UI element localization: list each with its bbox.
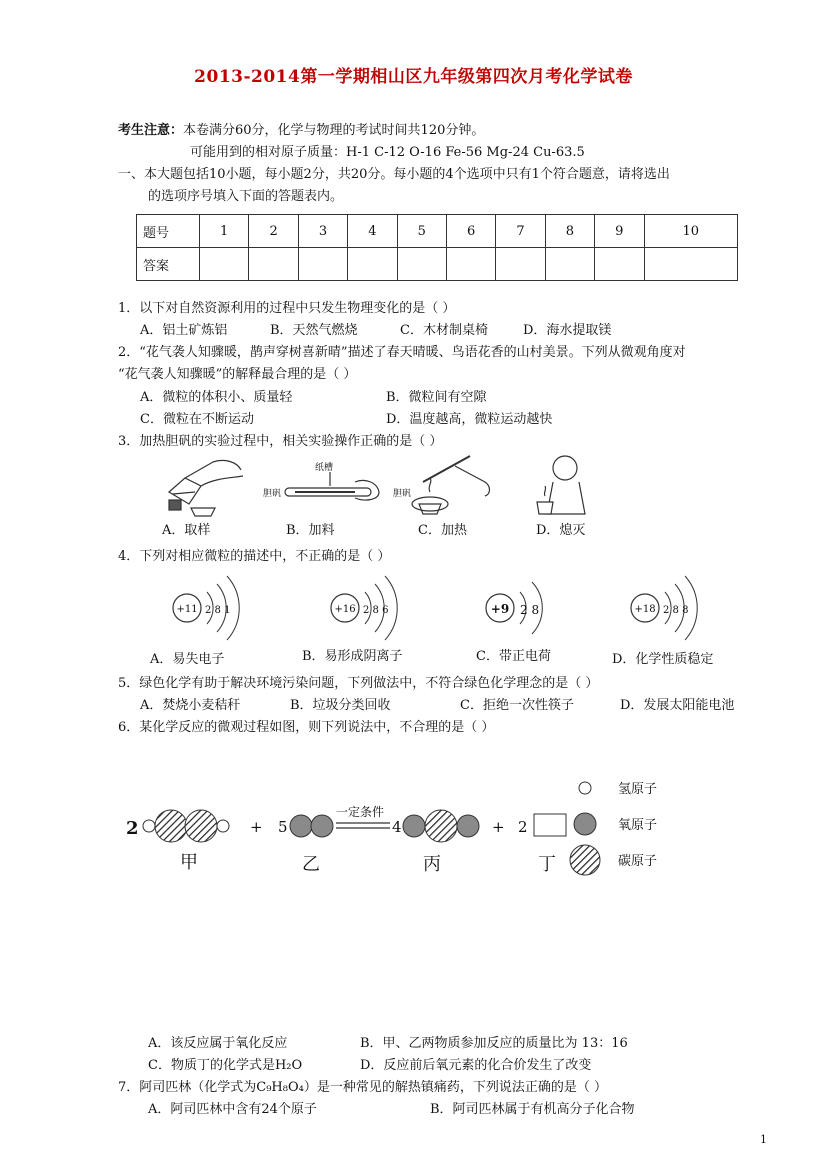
q5-stem: 5．绿色化学有助于解决环境污染问题，下列做法中，不符合绿色化学理念的是（ ） [118, 676, 599, 691]
molecule-jia [143, 810, 229, 842]
q1-option-d: D．海水提取镁 [523, 323, 612, 338]
page-number: 1 [760, 1133, 767, 1146]
atom-diagram-b [331, 576, 397, 640]
legend-h: 氢原子 [618, 782, 658, 797]
nucleus-label: +18 [634, 604, 656, 615]
table-row-header [137, 215, 738, 248]
answer-cell[interactable] [496, 248, 545, 281]
notice-line [118, 122, 484, 140]
q4-option-a: A．易失电子 [150, 652, 225, 667]
label-zhicao: 纸槽 [315, 463, 334, 473]
q3-apparatus-figure [155, 452, 775, 522]
table-number: 10 [644, 215, 737, 248]
q1-option-a: A．铝土矿炼铝 [140, 323, 228, 338]
answer-cell[interactable] [644, 248, 737, 281]
table-number: 8 [545, 215, 594, 248]
q2-stem-2: “花气袭人知骤暖”的解释最合理的是（ ） [118, 367, 357, 382]
answer-cell[interactable] [348, 248, 397, 281]
q4-option-c: C．带正电荷 [476, 649, 551, 664]
answer-cell[interactable] [595, 248, 644, 281]
q7-option-b: B．阿司匹林属于有机高分子化合物 [430, 1102, 635, 1117]
answer-cell[interactable] [200, 248, 249, 281]
q2-stem-1: 2．“花气袭人知骤暖，鹊声穿树喜新晴”描述了春天晴暖、鸟语花香的山村美景。下列从微观角度对 [118, 345, 686, 360]
coef-bing: 4 [392, 818, 402, 836]
atom-diagram-a [173, 576, 239, 640]
answer-cell[interactable] [249, 248, 298, 281]
atom-diagram-c [486, 582, 542, 634]
name-yi: 乙 [302, 854, 320, 875]
answer-cell[interactable] [545, 248, 594, 281]
q6-stem: 6．某化学反应的微观过程如图，则下列说法中，不合理的是（ ） [118, 720, 495, 735]
legend-c: 碳原子 [618, 854, 658, 869]
q4-option-d: D．化学性质稳定 [612, 652, 714, 667]
notice-text: 本卷满分60分，化学与物理的考试时间共120分钟。 [183, 123, 485, 138]
q3-option-b: B．加料 [286, 523, 335, 538]
q6-option-d: D．反应前后氧元素的化合价发生了改变 [360, 1058, 592, 1073]
q2-option-b: B．微粒间有空隙 [386, 390, 487, 405]
q6-option-a: A．该反应属于氧化反应 [148, 1036, 288, 1051]
atom-diagram-d [631, 576, 697, 640]
section1-line1: 一、本大题包括10小题，每小题2分，共20分。每小题的4个选项中只有1个符合题意，请将选出 [118, 167, 670, 182]
q4-option-b: B．易形成阴离子 [302, 649, 403, 664]
q5-option-a: A．焚烧小麦秸秆 [140, 698, 241, 713]
table-number: 4 [348, 215, 397, 248]
nucleus-label: +16 [334, 604, 356, 615]
q1-stem: 1．以下对自然资源利用的过程中只发生物理变化的是（ ） [118, 301, 456, 316]
legend-o: 氧原子 [618, 818, 658, 833]
coef-ding: 2 [518, 818, 528, 836]
answer-table [136, 214, 738, 281]
answer-cell[interactable] [298, 248, 347, 281]
q3-option-c: C．加热 [418, 523, 467, 538]
q7-stem: 7．阿司匹林（化学式为C₉H₈O₄）是一种常见的解热镇痛药，下列说法正确的是（ ） [118, 1080, 607, 1095]
table-number: 2 [249, 215, 298, 248]
name-jia: 甲 [180, 852, 198, 873]
name-bing: 丙 [423, 854, 441, 875]
q1-option-b: B．天然气燃烧 [270, 323, 358, 338]
shell-electrons: 2 8 [520, 603, 540, 617]
table-row-answer [137, 248, 738, 281]
table-number: 3 [298, 215, 347, 248]
nucleus-label: +11 [176, 604, 198, 615]
q5-option-d: D．发展太阳能电池 [620, 698, 735, 713]
label-danfan-2: 胆矾 [393, 489, 412, 499]
extinguish-illustration [537, 456, 585, 514]
name-ding: 丁 [538, 854, 556, 875]
molecule-yi [290, 815, 333, 837]
plus-sign-2: + [492, 818, 505, 836]
q3-option-a: A．取样 [162, 523, 211, 538]
shell-electrons: 2 8 6 [363, 605, 389, 616]
table-answer-label: 答案 [137, 248, 200, 281]
q7-option-a: A．阿司匹林中含有24个原子 [148, 1102, 317, 1117]
table-number: 7 [496, 215, 545, 248]
reaction-condition: 一定条件 [336, 805, 385, 819]
adding-illustration [285, 472, 379, 500]
table-number: 5 [397, 215, 446, 248]
molecule-bing [403, 810, 479, 842]
legend-o-swatch [574, 813, 596, 835]
q6-option-b: B．甲、乙两物质参加反应的质量比为 13：16 [360, 1036, 628, 1051]
coef-yi: 5 [278, 818, 288, 836]
q2-option-c: C．微粒在不断运动 [140, 412, 254, 427]
answer-cell[interactable] [397, 248, 446, 281]
nucleus-label: +9 [490, 602, 510, 616]
answer-cell[interactable] [446, 248, 495, 281]
atomic-mass-line: 可能用到的相对原子质量：H-1 C-12 O-16 Fe-56 Mg-24 Cu-63.5 [190, 145, 585, 160]
molecule-ding-box [534, 814, 566, 836]
table-number: 9 [595, 215, 644, 248]
notice-label: 考生注意： [118, 123, 184, 138]
q1-option-c: C．木材制桌椅 [400, 323, 488, 338]
atom-structure-diagrams [160, 568, 720, 648]
plus-sign: + [250, 818, 263, 836]
q5-option-c: C．拒绝一次性筷子 [460, 698, 574, 713]
table-header-label: 题号 [137, 215, 200, 248]
q3-stem: 3．加热胆矾的实验过程中，相关实验操作正确的是（ ） [118, 434, 443, 449]
shell-electrons: 2 8 8 [663, 605, 689, 616]
section1-line2: 的选项序号填入下面的答题表内。 [148, 189, 344, 204]
coef-jia: 2 [126, 818, 139, 839]
legend-h-swatch [579, 782, 591, 794]
page-title: 2013-2014第一学期相山区九年级第四次月考化学试卷 [194, 67, 633, 87]
legend-c-swatch [570, 845, 600, 875]
label-danfan: 胆矾 [263, 489, 282, 499]
heating-illustration [412, 456, 490, 514]
q5-option-b: B．垃圾分类回收 [290, 698, 391, 713]
reaction-diagram [120, 770, 680, 880]
q2-option-a: A．微粒的体积小、质量轻 [140, 390, 293, 405]
q6-option-c: C．物质丁的化学式是H₂O [148, 1058, 303, 1073]
q4-stem: 4．下列对相应微粒的描述中，不正确的是（ ） [118, 549, 391, 564]
q3-option-d: D．熄灭 [536, 523, 586, 538]
table-number: 1 [200, 215, 249, 248]
sampling-illustration [169, 460, 243, 516]
shell-electrons: 2 8 1 [205, 605, 231, 616]
table-number: 6 [446, 215, 495, 248]
q2-option-d: D．温度越高，微粒运动越快 [386, 412, 553, 427]
